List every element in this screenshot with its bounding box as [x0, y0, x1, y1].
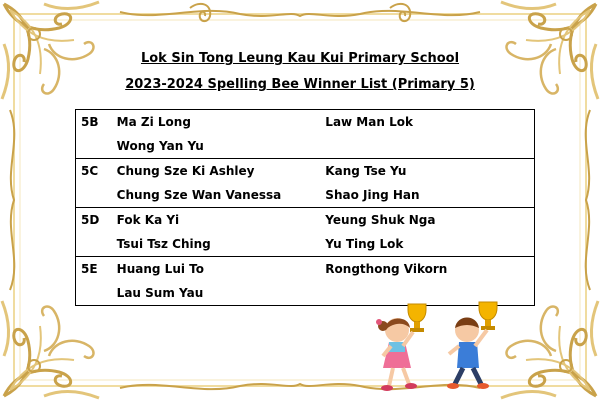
winner-name: Ma Zi Long	[116, 115, 191, 129]
names-left-cell	[117, 110, 326, 159]
winner-name: Tsui Tsz Ching	[116, 237, 211, 251]
names-right-cell	[325, 208, 534, 257]
winner-name: Rongthong Vikorn	[325, 262, 448, 276]
list-title: 2023-2024 Spelling Bee Winner List (Primary 5)	[125, 77, 475, 92]
winner-name: Kang Tse Yu	[325, 164, 407, 178]
school-name: Lok Sin Tong Leung Kau Kui Primary School	[140, 51, 460, 66]
class-cell	[76, 208, 117, 257]
class-label: 5C	[81, 164, 99, 178]
winner-name: Huang Lui To	[116, 262, 204, 276]
class-row-5c	[76, 159, 535, 208]
names-right-cell	[325, 110, 534, 159]
kids-with-trophies-illustration	[365, 296, 515, 396]
names-left-cell	[117, 257, 326, 306]
winner-name: Fok Ka Yi	[116, 213, 180, 227]
class-cell	[76, 159, 117, 208]
winner-name: Chung Sze Wan Vanessa	[116, 188, 282, 202]
class-row-5d	[76, 208, 535, 257]
class-cell	[76, 110, 117, 159]
class-label: 5B	[81, 115, 99, 129]
winner-name: Yeung Shuk Nga	[325, 213, 436, 227]
winner-name: Lau Sum Yau	[116, 286, 204, 300]
boy-with-trophy-illustration	[447, 302, 497, 389]
winner-name: Shao Jing Han	[325, 188, 420, 202]
girl-with-trophy-illustration	[376, 304, 426, 391]
winner-table	[75, 109, 535, 306]
names-left-cell	[117, 159, 326, 208]
class-label: 5D	[81, 213, 100, 227]
winner-name: Law Man Lok	[325, 115, 413, 129]
winner-name	[325, 134, 534, 158]
winner-name: Wong Yan Yu	[116, 139, 204, 153]
names-right-cell	[325, 159, 534, 208]
class-row-5b	[76, 110, 535, 159]
class-label: 5E	[81, 262, 98, 276]
class-cell	[76, 257, 117, 306]
winner-name: Yu Ting Lok	[325, 237, 404, 251]
winner-name: Chung Sze Ki Ashley	[116, 164, 255, 178]
names-left-cell	[117, 208, 326, 257]
